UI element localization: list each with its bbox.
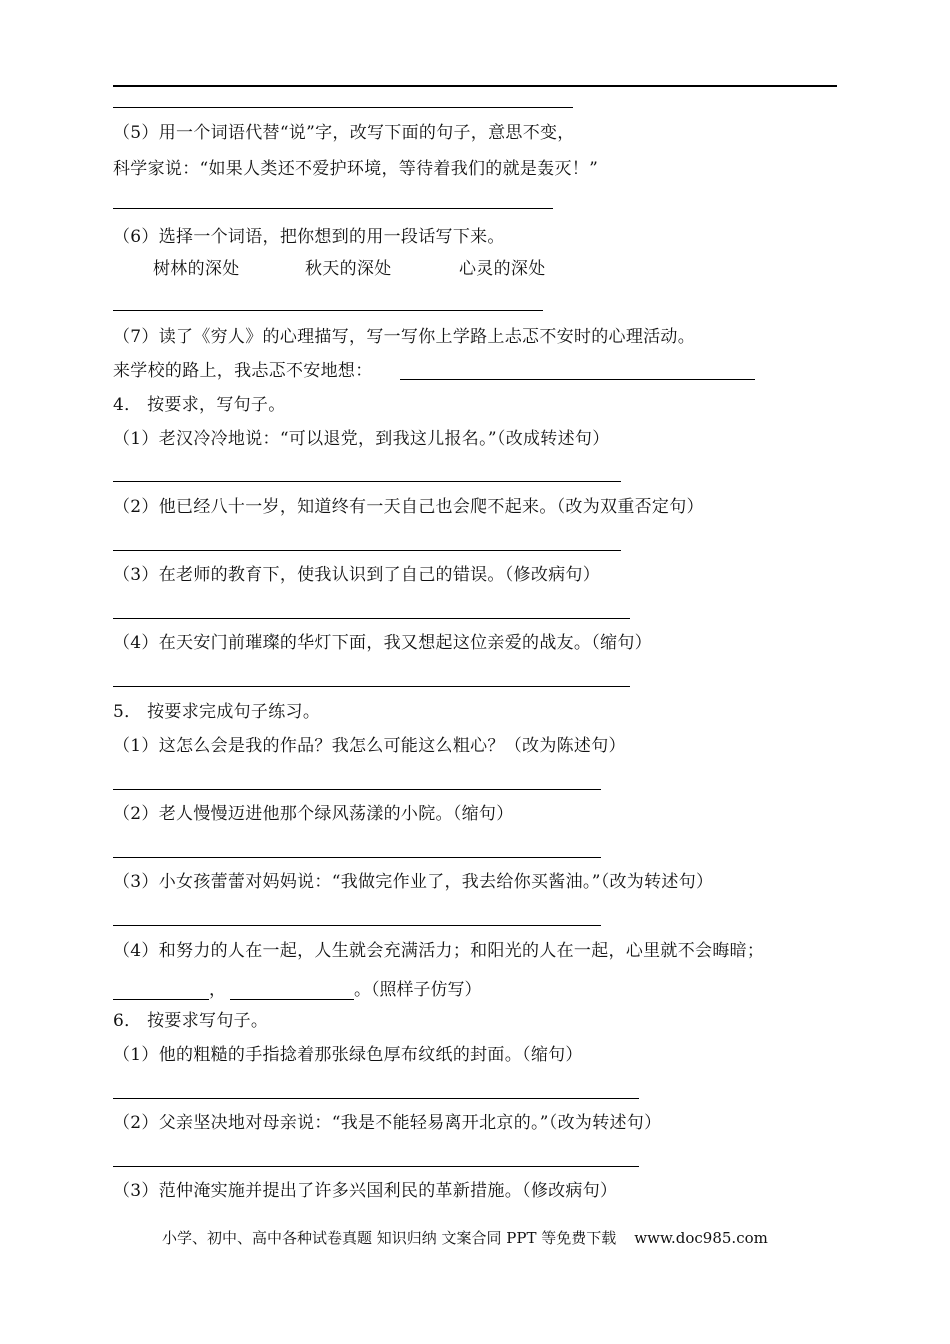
footer	[162, 1228, 768, 1248]
fill-separator: ，	[209, 980, 226, 1000]
question-5-1: （1）这怎么会是我的作品？我怎么可能这么粗心？（改为陈述句）	[113, 736, 626, 756]
question-6-1: （1）他的粗糙的手指捻着那张绿色厚布纹纸的封面。（缩句）	[113, 1045, 583, 1065]
answer-line[interactable]	[113, 550, 621, 551]
answer-line[interactable]	[113, 686, 630, 687]
question-6-3: （3）范仲淹实施并提出了许多兴国利民的革新措施。（修改病句）	[113, 1181, 618, 1201]
answer-line[interactable]	[113, 1166, 639, 1167]
question-5-4: （4）和努力的人在一起，人生就会充满活力；和阳光的人在一起，心里就不会晦暗；	[113, 941, 765, 961]
section-6-heading: 6． 按要求写句子。	[113, 1011, 269, 1031]
answer-line[interactable]	[400, 379, 755, 380]
answer-line[interactable]	[113, 310, 543, 311]
question-6-2: （2）父亲坚决地对母亲说：“我是不能轻易离开北京的。”（改为转述句）	[113, 1113, 662, 1133]
question-4-3: （3）在老师的教育下，使我认识到了自己的错误。（修改病句）	[113, 565, 601, 585]
section-5-heading: 5． 按要求完成句子练习。	[113, 702, 321, 722]
answer-line[interactable]	[113, 789, 601, 790]
question-3-7-lead: 来学校的路上，我忐忑不安地想：	[113, 361, 373, 381]
option-3: 心灵的深处	[459, 259, 546, 279]
fill-in-row	[113, 975, 482, 1000]
option-1: 树林的深处	[153, 259, 240, 279]
question-4-2: （2）他已经八十一岁，知道终有一天自己也会爬不起来。（改为双重否定句）	[113, 497, 704, 517]
option-2: 秋天的深处	[305, 259, 392, 279]
top-rule	[113, 85, 837, 87]
footer-text: 小学、初中、高中各种试卷真题 知识归纳 文案合同 PPT 等免费下载	[162, 1229, 617, 1247]
question-5-3: （3）小女孩蕾蕾对妈妈说：“我做完作业了，我去给你买酱油。”（改为转述句）	[113, 872, 714, 892]
section-4-heading: 4． 按要求，写句子。	[113, 395, 286, 415]
question-3-7-prompt: （7）读了《穷人》的心理描写，写一写你上学路上忐忑不安时的心理活动。	[113, 327, 696, 347]
question-3-6-prompt: （6）选择一个词语，把你想到的用一段话写下来。	[113, 227, 505, 247]
answer-line[interactable]	[113, 1098, 639, 1099]
question-3-5-prompt: （5）用一个词语代替“说”字，改写下面的句子，意思不变，	[113, 123, 575, 143]
answer-line[interactable]	[113, 208, 553, 209]
fill-blank[interactable]	[113, 981, 209, 1000]
answer-line[interactable]	[113, 857, 601, 858]
question-4-4: （4）在天安门前璀璨的华灯下面，我又想起这位亲爱的战友。（缩句）	[113, 633, 652, 653]
answer-line[interactable]	[113, 107, 573, 108]
answer-line[interactable]	[113, 618, 630, 619]
footer-url[interactable]: www.doc985.com	[634, 1229, 768, 1247]
question-3-5-sentence: 科学家说：“如果人类还不爱护环境，等待着我们的就是轰灭！”	[113, 159, 599, 179]
fill-blank[interactable]	[230, 981, 354, 1000]
question-5-2: （2）老人慢慢迈进他那个绿风荡漾的小院。（缩句）	[113, 804, 514, 824]
fill-instruction: 。（照样子仿写）	[354, 980, 482, 1000]
answer-line[interactable]	[113, 481, 621, 482]
answer-line[interactable]	[113, 925, 601, 926]
question-4-1: （1）老汉冷冷地说：“可以退党，到我这儿报名。”（改成转述句）	[113, 429, 610, 449]
